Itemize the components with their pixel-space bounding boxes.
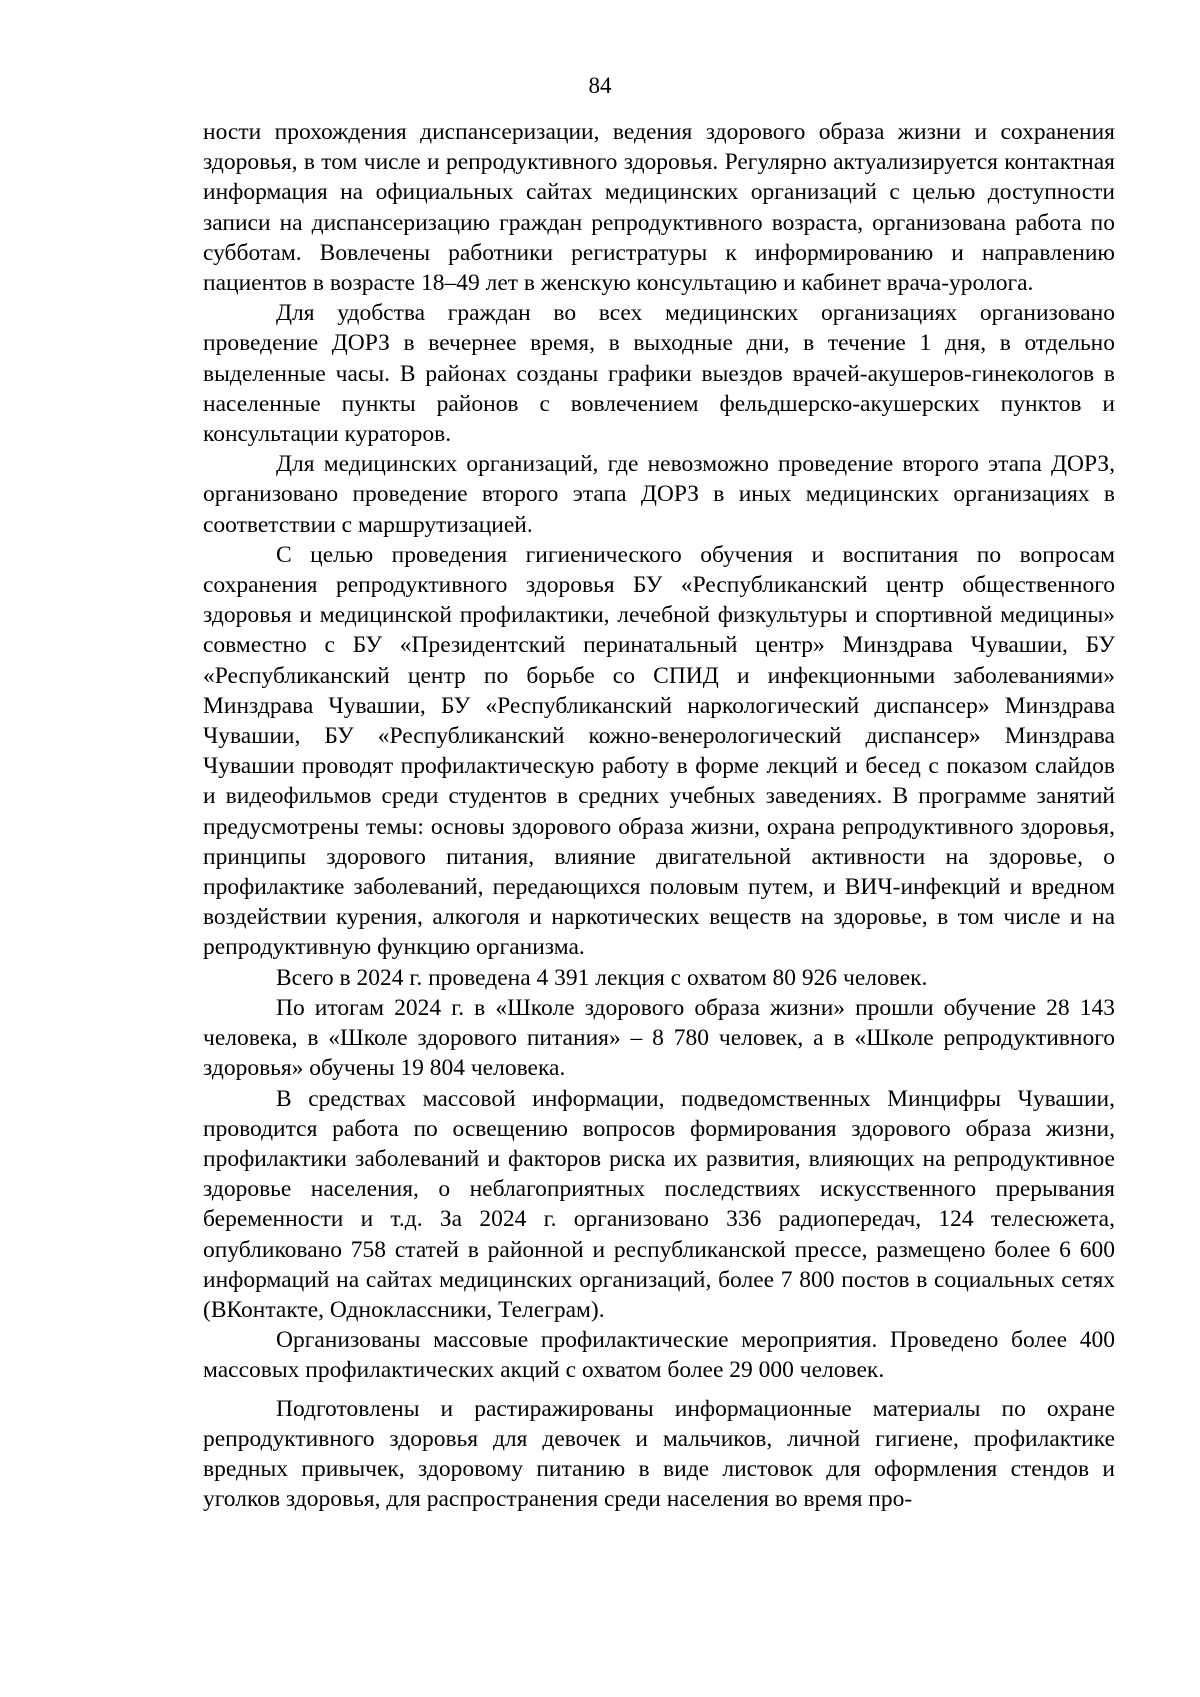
- paragraph-9: Подготовлены и растиражированы информационные материалы по охране репродуктивного здоровья для девочек и мальчиков, личной гигиене, профилактике вредных привычек, здоровому питанию в виде листовок для оформления стендов и уголков здоровья, для распространения среди населения во время про-: [203, 1395, 1115, 1513]
- paragraph-1: ности прохождения диспансеризации, ведения здорового образа жизни и сохранения здоровья, в том числе и репродуктивного здоровья. Регулярно актуализируется контактная информация на официальных сайтах медицинских организаций с целью доступности записи на диспансеризацию граждан репродуктивного возраста, организована работа по субботам. Вовлечены работники регистратуры к информированию и направлению пациентов в возрасте 18–49 лет в женскую консультацию и кабинет врача-уролога.: [203, 119, 1115, 297]
- body-text: [203, 117, 1115, 1514]
- paragraph-5: Всего в 2024 г. проведена 4 391 лекция с охватом 80 926 человек.: [276, 964, 928, 991]
- paragraph-4: С целью проведения гигиенического обучения и воспитания по вопросам сохранения репродуктивного здоровья БУ «Республиканский центр общественного здоровья и медицинской профилактики, лечебной физкультуры и спортивной медицины» совместно с БУ «Президентский перинатальный центр» Минздрава Чувашии, БУ «Республиканский центр по борьбе со СПИД и инфекционными заболеваниями» Минздрава Чувашии, БУ «Республиканский наркологический диспансер» Минздрава Чувашии, БУ «Республиканский кожно-венерологический диспансер» Минздрава Чувашии проводят профилактическую работу в форме лекций и бесед с показом слайдов и видеофильмов среди студентов в средних учебных заведениях. В программе занятий предусмотрены темы: основы здорового образа жизни, охрана репродуктивного здоровья, принципы здорового питания, влияние двигательной активности на здоровье, о профилактике заболеваний, передающихся половым путем, и ВИЧ-инфекций и вредном воздействии курения, алкоголя и наркотических веществ на здоровье, в том числе и на репродуктивную функцию организма.: [203, 541, 1115, 961]
- page-number: 84: [588, 73, 612, 98]
- paragraph-7: В средствах массовой информации, подведомственных Минцифры Чувашии, проводится работа по освещению вопросов формирования здорового образа жизни, профилактики заболеваний и факторов риска их развития, влияющих на репродуктивное здоровье населения, о неблагоприятных последствиях искусственного прерывания беременности и т.д. За 2024 г. организовано 336 радиопередач, 124 телесюжета, опубликовано 758 статей в районной и республиканской прессе, размещено более 6 600 информаций на сайтах медицинских организаций, более 7 800 постов в социальных сетях (ВКонтакте, Одноклассники, Телеграм).: [203, 1085, 1115, 1323]
- paragraph-8: Организованы массовые профилактические мероприятия. Проведено более 400 массовых профилактических акций с охватом более 29 000 человек.: [203, 1327, 1115, 1384]
- paragraph-2: Для удобства граждан во всех медицинских организациях организовано проведение ДОРЗ в вечернее время, в выходные дни, в течение 1 дня, в отдельно выделенные часы. В районах созданы графики выездов врачей-акушеров-гинекологов в населенные пункты районов с вовлечением фельдшерско-акушерских пунктов и консультации кураторов.: [203, 300, 1115, 448]
- paragraph-6: По итогам 2024 г. в «Школе здорового образа жизни» прошли обучение 28 143 человека, в «Школе здорового питания» – 8 780 человек, а в «Школе репродуктивного здоровья» обучены 19 804 человека.: [203, 994, 1115, 1082]
- paragraph-3: Для медицинских организаций, где невозможно проведение второго этапа ДОРЗ, организовано проведение второго этапа ДОРЗ в иных медицинских организациях в соответствии с маршрутизацией.: [203, 451, 1115, 538]
